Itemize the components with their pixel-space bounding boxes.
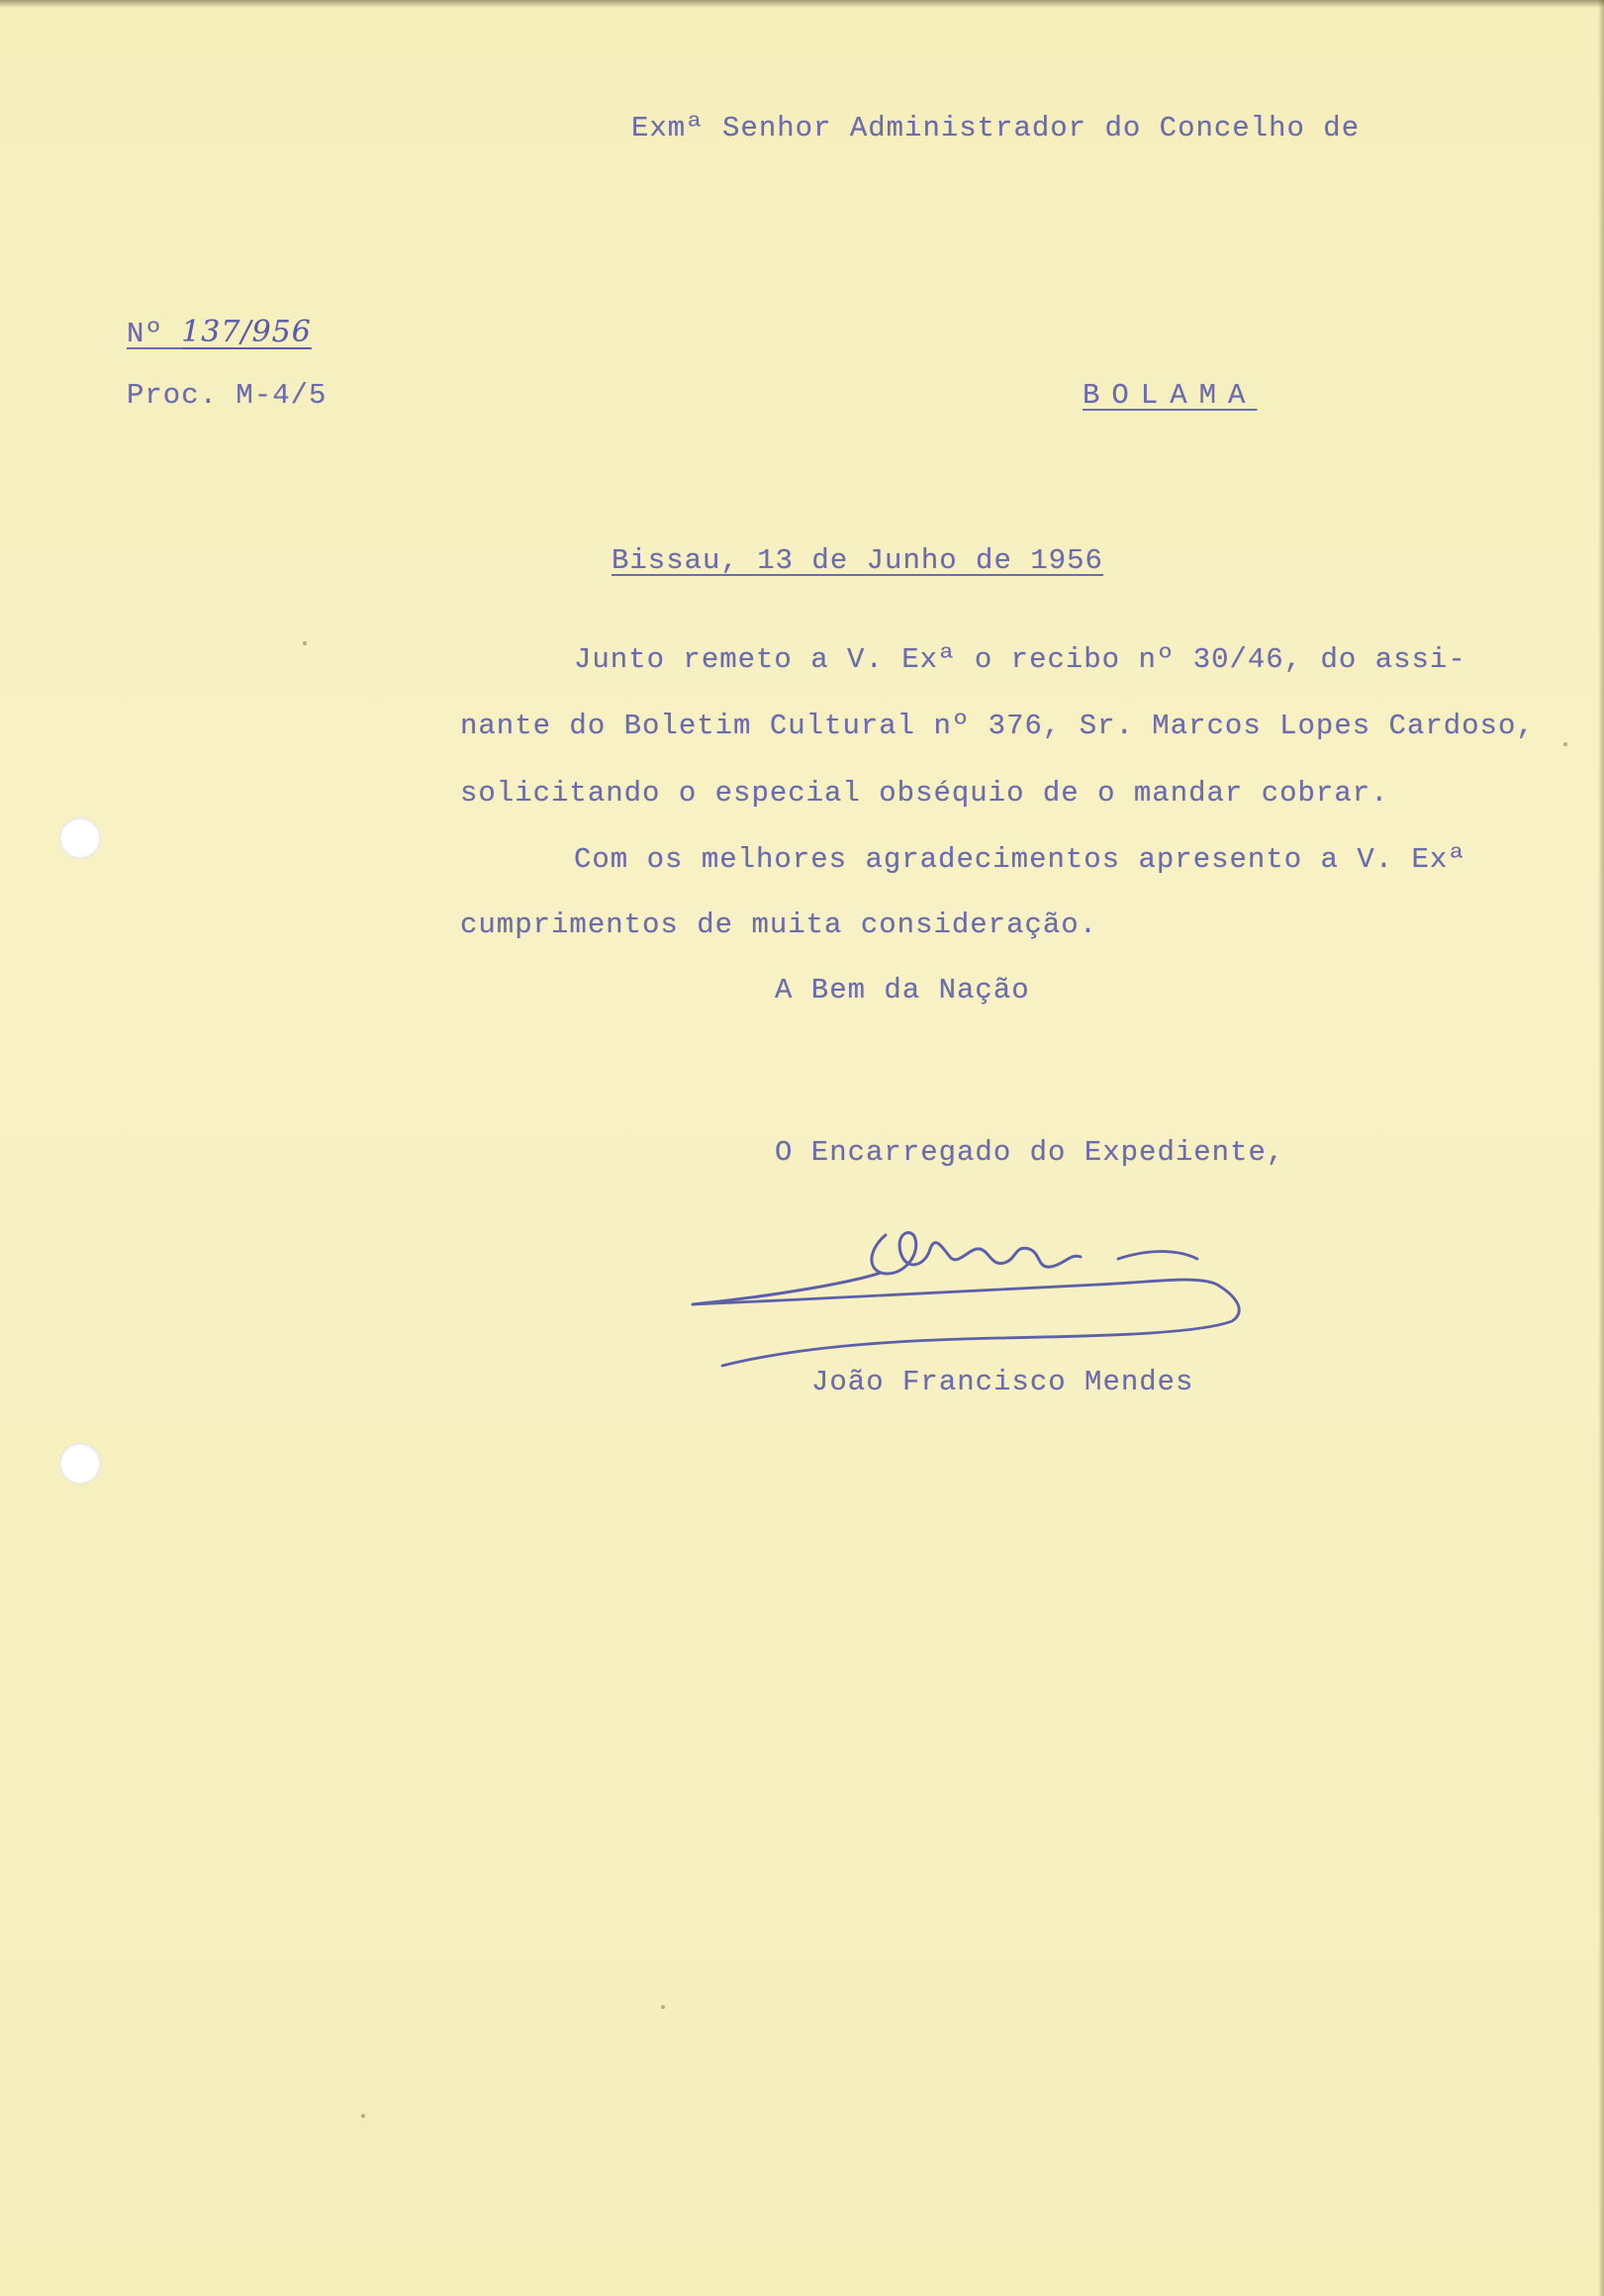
- signatory-name: João Francisco Mendes: [811, 1366, 1194, 1398]
- date-line: Bissau, 13 de Junho de 1956: [612, 544, 1103, 577]
- punch-hole-top: [59, 817, 101, 859]
- process-reference: Proc. M-4/5: [127, 379, 328, 412]
- paper-speck: [1563, 742, 1567, 746]
- body-line-1: Junto remeto a V. Exª o recibo nº 30/46, do assi-: [574, 643, 1466, 676]
- reference-number: [127, 315, 312, 350]
- reference-number-handwritten: 137/956: [181, 315, 312, 349]
- reference-number-prefix: Nº: [127, 318, 182, 350]
- body-line-5: cumprimentos de muita consideração.: [460, 909, 1098, 941]
- signatory-title: O Encarregado do Expediente,: [775, 1136, 1285, 1169]
- body-line-4: Com os melhores agradecimentos apresento a V. Exª: [574, 843, 1466, 876]
- paper-speck: [361, 2114, 365, 2118]
- punch-hole-bottom: [59, 1443, 101, 1484]
- body-line-2: nante do Boletim Cultural nº 376, Sr. Marcos Lopes Cardoso,: [460, 710, 1535, 742]
- addressee-line: Exmª Senhor Administrador do Concelho de: [631, 112, 1361, 144]
- paper-speck: [303, 641, 307, 645]
- paper-speck: [661, 2005, 665, 2009]
- place-heading: BOLAMA: [1083, 379, 1258, 412]
- body-line-3: solicitando o especial obséquio de o mandar cobrar.: [460, 777, 1389, 810]
- closing-formula: A Bem da Nação: [775, 974, 1030, 1006]
